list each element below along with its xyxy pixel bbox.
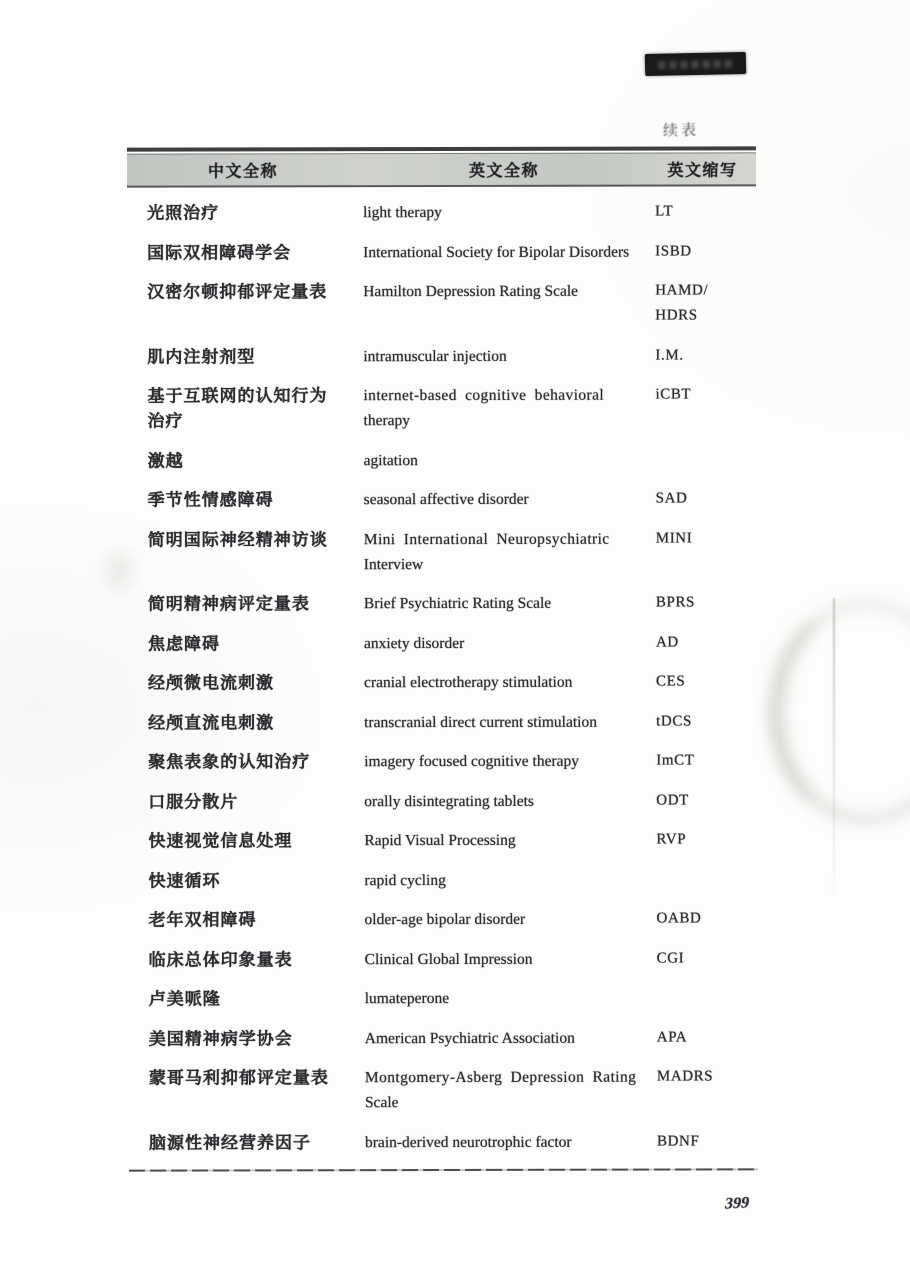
text-line: 临床总体印象量表 [148,949,293,970]
cell-chinese-term [128,868,360,893]
table-row [129,946,758,972]
column-header-chinese-full-name: 中文全称 [207,163,278,181]
cell-chinese-term [127,383,359,433]
cell-chinese-term [129,1026,361,1051]
abbreviation-table [127,146,758,1171]
text-line: 简明国际神经精神访谈 [147,529,328,550]
text-line: Hamilton Depression Rating Scale [363,282,579,301]
cell-abbreviation [650,748,757,773]
cell-english-term [360,447,650,473]
cell-abbreviation [650,590,757,615]
text-line: Interview [363,555,424,573]
text-line: 快速循环 [148,870,221,891]
text-line: 经颅直流电刺激 [148,712,275,733]
cell-chinese-term [129,1065,361,1090]
text-line: 肌内注射剂型 [147,346,256,367]
table-header-row [127,152,756,187]
text-line: 经颅微电流刺激 [148,673,275,693]
text-line: 国际双相障碍学会 [147,242,292,263]
text-line: older-age bipolar disorder [364,910,526,929]
cell-english-term [359,279,649,305]
table-row [129,985,758,1011]
table-row [128,827,757,853]
cell-english-term [361,946,651,972]
cell-english-term [360,709,650,735]
text-line: RVP [656,831,687,848]
table-row [128,669,757,695]
text-line: I.M. [655,346,684,364]
table-row [128,526,757,577]
table-row [128,867,757,893]
cell-chinese-term [127,240,359,265]
cell-abbreviation [649,382,756,407]
cell-english-term [360,749,650,775]
cell-english-term [360,526,650,577]
cell-chinese-term [128,789,360,814]
text-line: HDRS [655,307,698,324]
cell-abbreviation [650,709,757,734]
cell-chinese-term [129,947,361,972]
text-line: cranial electrotherapy stimulation [364,673,573,692]
cell-abbreviation [649,199,756,224]
cell-chinese-term [128,749,360,774]
text-line: 聚焦表象的认知治疗 [148,752,311,772]
text-line: OABD [656,910,702,927]
text-line: Mini International Neuropsychiatric [363,530,610,548]
text-line: rapid cycling [364,871,446,889]
cell-chinese-term [128,487,360,512]
cell-chinese-term [129,1130,361,1155]
cell-abbreviation [651,906,758,931]
column-header-english-full-name: 英文全称 [468,162,539,180]
scan-smudge [96,540,142,600]
text-line: Rapid Visual Processing [364,831,516,850]
text-line: 美国精神病学协会 [148,1028,293,1049]
cell-english-term [360,591,650,617]
text-line: 汉密尔顿抑郁评定量表 [147,282,328,302]
cell-abbreviation [650,526,757,551]
table-row [128,709,757,735]
cell-abbreviation [649,278,756,328]
cell-chinese-term [128,631,360,656]
cell-chinese-term [127,279,359,304]
cell-abbreviation [651,1129,758,1154]
table-row [127,199,756,225]
cell-english-term [360,630,650,656]
scan-artifact-line [833,598,835,893]
text-line: therapy [363,412,411,430]
table-top-rule [127,146,756,151]
table-row [127,343,756,369]
cell-english-term [361,1129,651,1155]
text-line: American Psychiatric Association [364,1029,575,1047]
cell-english-term [360,788,650,814]
text-line: seasonal affective disorder [363,490,529,509]
text-line: ImCT [656,752,695,769]
text-line: AD [655,634,679,651]
cell-chinese-term [127,200,359,225]
text-line: 脑源性神经营养因子 [148,1132,312,1153]
cell-chinese-term [128,527,360,552]
cell-abbreviation [651,946,758,971]
cell-abbreviation [649,239,756,264]
text-line: intramuscular injection [363,347,507,365]
table-row [128,447,757,473]
text-line: 老年双相障碍 [148,910,257,930]
text-line: 口服分散片 [148,791,239,812]
text-line: Montgomery-Asberg Depression Rating [364,1068,637,1087]
text-line: 焦虑障碍 [147,633,220,654]
text-line: 激越 [147,451,184,471]
text-line: CES [656,673,686,690]
text-line: LT [655,203,674,220]
cell-english-term [361,907,651,933]
table-row [129,1064,758,1115]
table-row [129,1025,758,1051]
text-line: transcranial direct current stimulation [364,713,597,731]
text-line: MINI [655,529,693,547]
running-header-text: ≣≣≣≣≣≣≣ [656,56,735,72]
text-line: CGI [656,949,685,967]
table-row [128,748,757,774]
table-row [129,1129,758,1155]
text-line: anxiety disorder [363,634,465,652]
text-line: BDNF [656,1132,700,1150]
cell-english-term [359,383,649,434]
cell-chinese-term [128,591,360,616]
text-line: SAD [655,490,688,507]
cell-english-term [360,867,650,893]
text-line: Brief Psychiatric Rating Scale [363,594,552,613]
text-line: internet-based cognitive behavioral [363,386,605,405]
table-row [127,239,756,265]
cell-english-term [359,239,649,265]
column-header-english-abbreviation: 英文缩写 [667,162,738,180]
text-line: 蒙哥马利抑郁评定量表 [148,1068,329,1088]
cell-abbreviation [650,630,757,655]
text-line: 卢美哌隆 [148,989,221,1009]
cell-english-term [361,1025,651,1051]
text-line: 简明精神病评定量表 [147,594,310,614]
cell-abbreviation [650,486,757,511]
table-bottom-rule [129,1168,758,1171]
text-line: 基于互联网的认知行为 [147,386,328,406]
text-line: HAMD/ [655,282,709,299]
text-line: APA [656,1028,688,1046]
running-header-banner [645,52,746,76]
continued-table-label: 续表 [662,121,700,140]
cell-abbreviation [649,343,756,368]
text-line: International Society for Bipolar Disorders [363,243,630,261]
table-row [128,486,757,512]
text-line: tDCS [656,712,692,730]
text-line: agitation [363,451,418,469]
text-line: MADRS [656,1068,714,1085]
cell-english-term [361,1065,651,1116]
table-body [127,186,758,1155]
cell-english-term [359,343,649,369]
text-line: 光照治疗 [147,203,220,223]
cell-english-term [361,986,651,1012]
text-line: orally disintegrating tablets [364,792,534,810]
text-line: ODT [656,791,689,809]
table-row [128,630,757,656]
page-number: 399 [723,1194,751,1213]
scan-artifact-crescent [768,600,910,824]
cell-english-term [360,828,650,854]
text-line: BPRS [655,594,696,611]
table-row [129,906,758,932]
table-row [127,278,756,329]
cell-chinese-term [129,907,361,932]
cell-abbreviation [650,827,757,852]
cell-chinese-term [128,448,360,473]
text-line: imagery focused cognitive therapy [364,752,580,771]
text-line: lumateperone [364,989,450,1008]
cell-abbreviation [650,669,757,694]
cell-chinese-term [127,344,359,369]
text-line: Clinical Global Impression [364,950,533,968]
cell-english-term [360,670,650,696]
text-line: brain-derived neurotrophic factor [364,1133,572,1151]
cell-abbreviation [651,1025,758,1050]
text-line: 治疗 [147,411,184,431]
table-row [128,788,757,814]
text-line: light therapy [363,204,442,222]
cell-chinese-term [128,828,360,853]
cell-english-term [359,200,649,226]
text-line: Scale [364,1094,399,1112]
cell-chinese-term [128,710,360,735]
text-line: 季节性情感障碍 [147,490,274,510]
cell-abbreviation [651,1064,758,1089]
text-line: ISBD [655,242,692,260]
cell-abbreviation [650,788,757,813]
cell-chinese-term [129,986,361,1011]
text-line: iCBT [655,386,692,403]
cell-chinese-term [128,670,360,695]
cell-english-term [360,487,650,513]
table-row [128,590,757,616]
table-row [127,382,756,433]
text-line: 快速视觉信息处理 [148,831,293,851]
